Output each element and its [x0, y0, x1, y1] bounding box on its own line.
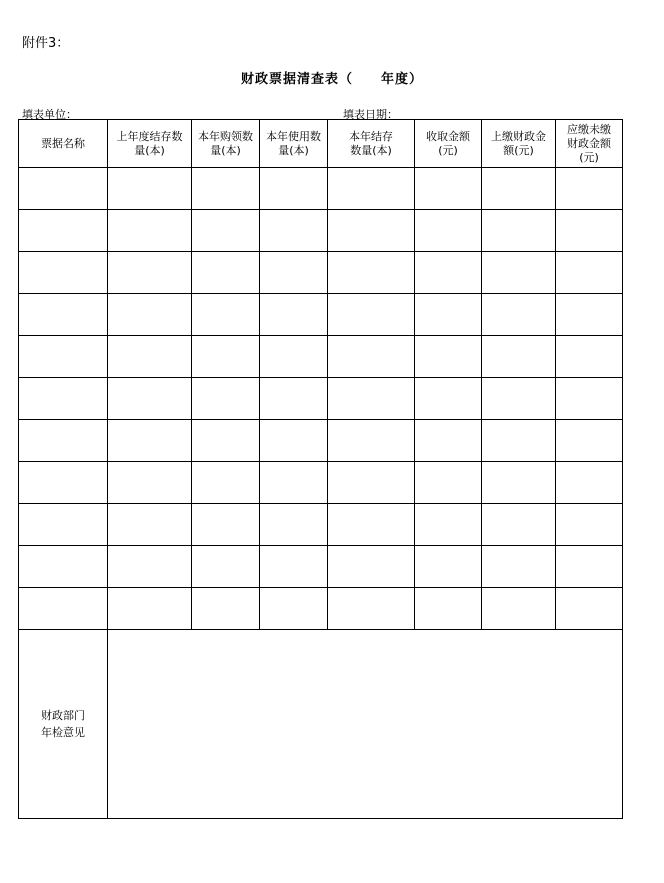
opinion-label-line2: 年检意见: [41, 726, 85, 739]
opinion-label: [19, 630, 108, 819]
table-cell[interactable]: [19, 294, 108, 336]
table-cell[interactable]: [482, 504, 556, 546]
table-cell[interactable]: [415, 378, 482, 420]
table-cell[interactable]: [260, 168, 328, 210]
table-cell[interactable]: [415, 336, 482, 378]
table-cell[interactable]: [415, 588, 482, 630]
table-cell[interactable]: [260, 588, 328, 630]
table-cell[interactable]: [108, 546, 192, 588]
table-body: [19, 168, 623, 630]
table-cell[interactable]: [19, 462, 108, 504]
table-cell[interactable]: [328, 210, 415, 252]
table-cell[interactable]: [260, 336, 328, 378]
table-cell[interactable]: [192, 252, 260, 294]
table-cell[interactable]: [192, 546, 260, 588]
table-cell[interactable]: [19, 588, 108, 630]
table-cell[interactable]: [415, 462, 482, 504]
table-cell[interactable]: [192, 378, 260, 420]
table-cell[interactable]: [108, 504, 192, 546]
opinion-field[interactable]: [108, 630, 623, 819]
table-row: [19, 420, 623, 462]
table-cell[interactable]: [482, 462, 556, 504]
table-row: [19, 546, 623, 588]
table-cell[interactable]: [328, 168, 415, 210]
table-cell[interactable]: [556, 168, 623, 210]
table-cell[interactable]: [482, 378, 556, 420]
table-header-row: [19, 120, 623, 168]
table-cell[interactable]: [108, 294, 192, 336]
header-last-year-stock: [108, 120, 192, 168]
table-cell[interactable]: [556, 252, 623, 294]
header-amount-collected-line1: 收取金额: [426, 129, 470, 143]
table-cell[interactable]: [192, 168, 260, 210]
header-amount-outstanding-line3: (元): [579, 150, 599, 164]
table-row: [19, 210, 623, 252]
table-cell[interactable]: [260, 546, 328, 588]
table-cell[interactable]: [192, 462, 260, 504]
table-cell[interactable]: [415, 420, 482, 462]
table-cell[interactable]: [482, 546, 556, 588]
table-cell[interactable]: [108, 336, 192, 378]
page-title: 财政票据清查表（ 年度）: [240, 72, 423, 87]
table-cell[interactable]: [192, 336, 260, 378]
table-cell[interactable]: [482, 294, 556, 336]
table-cell[interactable]: [192, 588, 260, 630]
table-cell[interactable]: [108, 462, 192, 504]
table-cell[interactable]: [328, 378, 415, 420]
table-cell[interactable]: [108, 252, 192, 294]
table-cell[interactable]: [108, 168, 192, 210]
table-cell[interactable]: [19, 420, 108, 462]
table-cell[interactable]: [415, 210, 482, 252]
table-cell[interactable]: [260, 210, 328, 252]
bill-inventory-table: [18, 119, 623, 819]
table-cell[interactable]: [556, 462, 623, 504]
table-cell[interactable]: [328, 294, 415, 336]
header-amount-collected-line2: (元): [438, 143, 458, 157]
opinion-row: [19, 630, 623, 819]
table-cell[interactable]: [108, 420, 192, 462]
table-cell[interactable]: [482, 210, 556, 252]
table-cell[interactable]: [415, 504, 482, 546]
table-cell[interactable]: [556, 336, 623, 378]
header-year-end-stock: [328, 120, 415, 168]
table-cell[interactable]: [556, 504, 623, 546]
table-cell[interactable]: [19, 168, 108, 210]
table-cell[interactable]: [415, 168, 482, 210]
header-used-line2: 量(本): [278, 143, 309, 157]
table-cell[interactable]: [328, 588, 415, 630]
table-cell[interactable]: [328, 252, 415, 294]
header-amount-collected: [415, 120, 482, 168]
table-cell[interactable]: [482, 420, 556, 462]
header-purchased-line2: 量(本): [210, 143, 241, 157]
fill-date-label: 填表日期：: [343, 108, 398, 121]
table-row: [19, 168, 623, 210]
header-amount-outstanding: [556, 120, 623, 168]
table-cell[interactable]: [328, 420, 415, 462]
table-cell[interactable]: [260, 420, 328, 462]
table-cell[interactable]: [260, 378, 328, 420]
header-amount-remitted-line2: 额(元): [503, 143, 534, 157]
header-last-year-stock-line1: 上年度结存数: [116, 129, 183, 143]
table-cell[interactable]: [556, 294, 623, 336]
header-bill-name-text: 票据名称: [41, 136, 85, 150]
table-cell[interactable]: [19, 252, 108, 294]
table-cell[interactable]: [260, 504, 328, 546]
table-cell[interactable]: [328, 462, 415, 504]
header-purchased: [192, 120, 260, 168]
table-cell[interactable]: [19, 504, 108, 546]
table-cell[interactable]: [260, 294, 328, 336]
table-cell[interactable]: [482, 168, 556, 210]
table-cell[interactable]: [192, 294, 260, 336]
header-year-end-stock-line1: 本年结存: [349, 129, 393, 143]
table-row: [19, 378, 623, 420]
table-cell[interactable]: [108, 588, 192, 630]
opinion-label-line1: 财政部门: [41, 709, 85, 722]
header-amount-remitted-line1: 上缴财政金: [491, 129, 546, 143]
table-cell[interactable]: [482, 252, 556, 294]
table-cell[interactable]: [482, 588, 556, 630]
header-amount-remitted: [482, 120, 556, 168]
header-amount-outstanding-line2: 财政金额: [567, 136, 611, 150]
table-cell[interactable]: [556, 588, 623, 630]
fill-unit-label: 填表单位：: [22, 108, 77, 121]
table-cell[interactable]: [19, 546, 108, 588]
table-row: [19, 336, 623, 378]
table-cell[interactable]: [415, 252, 482, 294]
table-cell[interactable]: [415, 294, 482, 336]
table-cell[interactable]: [556, 420, 623, 462]
table-cell[interactable]: [482, 336, 556, 378]
table-cell[interactable]: [556, 546, 623, 588]
table-cell[interactable]: [192, 420, 260, 462]
table-cell[interactable]: [556, 378, 623, 420]
table-cell[interactable]: [328, 336, 415, 378]
header-last-year-stock-line2: 量(本): [134, 143, 165, 157]
header-year-end-stock-line2: 数量(本): [350, 143, 392, 157]
table-cell[interactable]: [415, 546, 482, 588]
table-cell[interactable]: [328, 546, 415, 588]
table-cell[interactable]: [19, 336, 108, 378]
table-cell[interactable]: [260, 462, 328, 504]
table-row: [19, 294, 623, 336]
table-cell[interactable]: [192, 504, 260, 546]
table-cell[interactable]: [19, 378, 108, 420]
table-row: [19, 462, 623, 504]
table-cell[interactable]: [108, 210, 192, 252]
table-row: [19, 588, 623, 630]
table-row: [19, 252, 623, 294]
table-cell[interactable]: [556, 210, 623, 252]
attachment-label: 附件3：: [22, 36, 70, 51]
header-amount-outstanding-line1: 应缴未缴: [567, 122, 611, 136]
header-used-line1: 本年使用数: [266, 129, 321, 143]
table-cell[interactable]: [108, 378, 192, 420]
header-used: [260, 120, 328, 168]
table-cell[interactable]: [19, 210, 108, 252]
header-bill-name: [19, 120, 108, 168]
header-purchased-line1: 本年购领数: [198, 129, 253, 143]
table-cell[interactable]: [260, 252, 328, 294]
table-cell[interactable]: [192, 210, 260, 252]
table-cell[interactable]: [328, 504, 415, 546]
table-row: [19, 504, 623, 546]
